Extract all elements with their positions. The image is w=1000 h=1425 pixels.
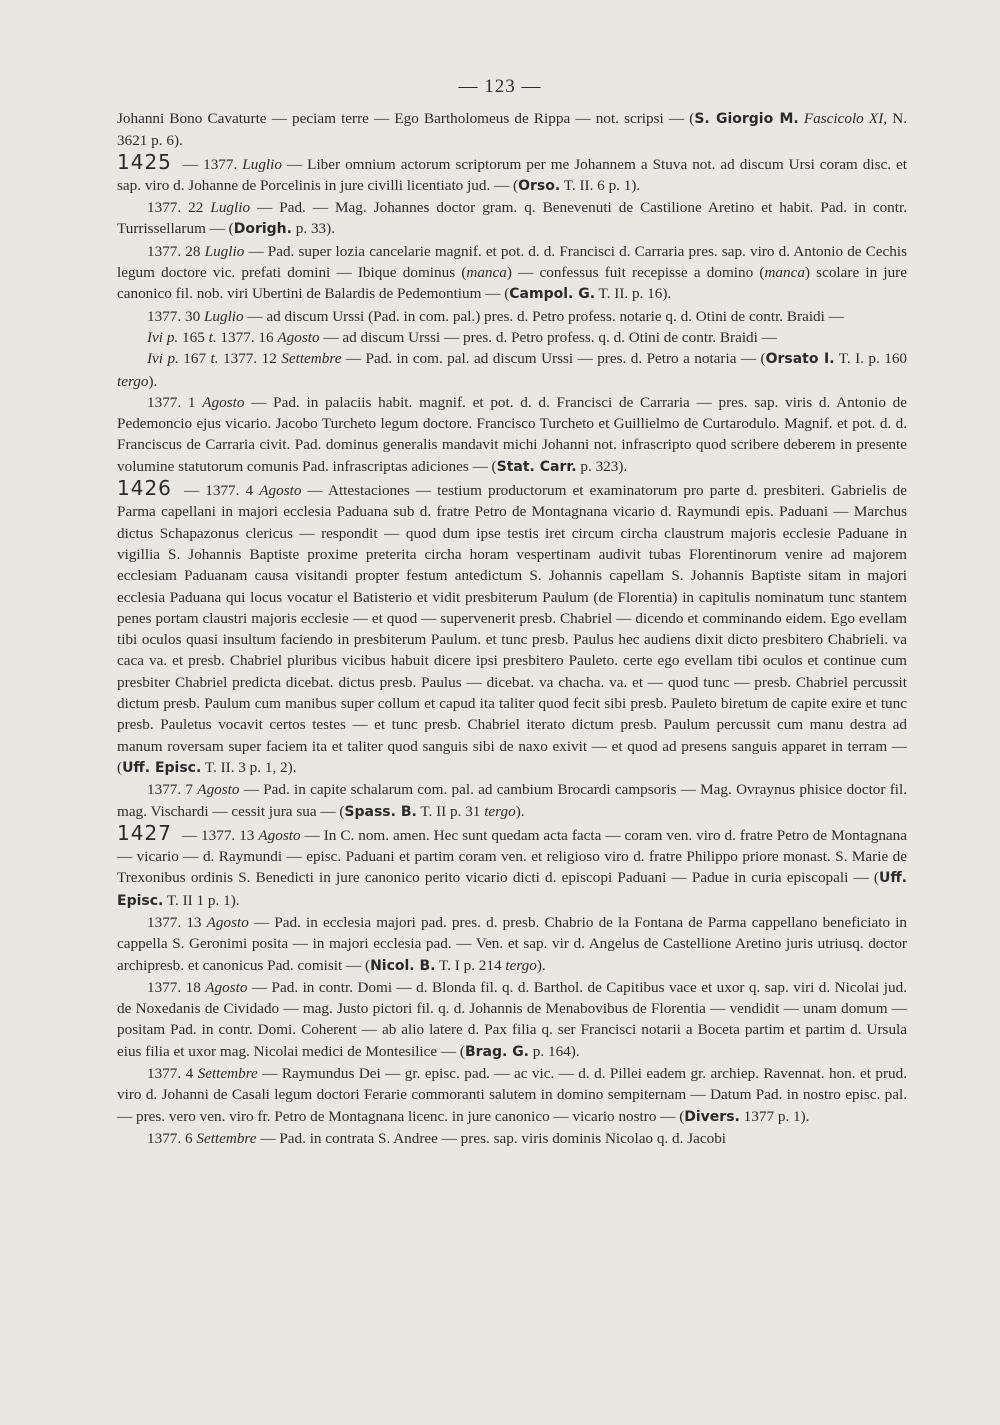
text-run: 1377. 13 (147, 913, 207, 931)
text-run: p. 164). (529, 1042, 580, 1060)
paragraph (117, 977, 907, 1063)
text-run: — Pad. in contr. Domi — d. Blonda fil. q. d. Barthol. de Capitibus vace et uxor q. sap. viri d. Nicolai jud. de Noxedanis de Cividado — mag. Justo pictori fil. q. d. Johannis de Menabovibus de Florentia — vendidit — unam domum — positam Pad. in contr. Domi. Coherent — ab alio latere d. Pax filia q. ser Francisci notarii a Boceta partim et partim d. Ursula eius filia et uxor mag. Nicolai medici de Montesilice — ( (117, 978, 907, 1060)
italic-text: Settembre (281, 350, 342, 368)
text-run: 1377. 18 (147, 978, 206, 996)
text-run: ). (536, 956, 546, 974)
paragraph (117, 912, 907, 977)
source-reference: Divers. (684, 1108, 740, 1125)
italic-text: Settembre (196, 1129, 257, 1147)
document-number: 1427 (117, 820, 172, 845)
source-reference: Stat. Carr. (496, 458, 577, 475)
text-run: — Raymundus Dei — gr. episc. pad. — ac vic. — d. d. Pillei eadem gr. archiep. Ravennat. hon. et prud. viro d. Johanni de Casali legum doctori Ferarie commoranti salutem in domino sempiternam — Datum Pad. in nostro episc. pal. — pres. vero ven. viro fr. Petro de Montagnana licenc. in jure canonico — vicario nostro — ( (117, 1065, 908, 1125)
text-run: — Pad. — Mag. Johannes doctor gram. q. Benevenuti de Castilione Aretino et habit. Pad. in contr. Turrissellarum — ( (117, 199, 907, 238)
paragraph (117, 1063, 907, 1128)
italic-text: tergo (484, 802, 516, 820)
document-entry (117, 820, 908, 912)
text-run: ) — confessus fuit recepisse a domino ( (506, 264, 765, 282)
italic-text: Ivi p. (147, 328, 179, 346)
text-run: T. II. p. 16). (595, 285, 672, 303)
paragraph (117, 306, 907, 327)
text-run: 1377. 4 (147, 1065, 198, 1083)
italic-text: Settembre (197, 1065, 258, 1083)
text-run: — ad discum Urssi (Pad. in com. pal.) pres. d. Petro profess. notarie q. d. Otini de contr. Braidi — (243, 307, 844, 325)
source-reference: Orso. (518, 177, 561, 194)
text-run: p. 33). (291, 220, 335, 238)
text-run: 1377. 6 (147, 1129, 197, 1147)
text-run: — Attestaciones — testium productorum et examinatorum pro parte d. presbiteri. Gabrielis de Parma capellani in majori ecclesia Paduana sub d. fratre Petro de Montagnana vicario d. Raymundi epis. Paduani — Marchus dictus Schapazonus clericus — respondit — quod dum ipse testis iret circum circha claustrum majoris ecclesie Paduane in vigillia S. Johannis Baptiste proxime preterita circha horam vespertinam audivit tubas Florentinorum venire ad majorem ecclesiam Paduanam causa visitandi propter festum antedictum S. Johannis capellam S. Johannis Baptiste sitam in majori ecclesia Paduana qui locus vocatur el Batisterio et vidit presbiterum Paulum (de Florentia) in capitulis nominatum tunc stantem penes portam claustri majoris ecclesie — et quod — supervenerit presb. Chabriel — dicendo et comminando eidem. Ego evellam tibi oculos quasi insultum faciendo in presbiterum Paulum. et tunc presb. Paulus hec audiens dixit dicto presbitero Chabrieli. va caca va. et presb. Chabriel pluribus vicibus habuit dicere ipsi presbitero Pauleto. certe ego evellam tibi oculos et continue cum presbiter Chabriel predicta dicebat. dictus presb. Paulus — dicebat. va chacha. va. et — quod tunc — presb. Chabriel percussit dictum presb. Paulum cum manibus super collum et capud ita taliter quod fecit sibi presb. Pauleto biretum de capite exire et tunc presb. Pauletus vocavit certos testes — et tunc presb. Chabriel iterato dictum presb. Paulum percussit cum manu destra ad manum roversam super faciem ita et taliter quod sanguis sibi de naxo exivit — et quod ad presens sanguis apparet in terram — ( (117, 482, 907, 776)
text-run: 1377. 7 (147, 781, 198, 799)
source-reference: Nicol. B. (370, 957, 436, 974)
paragraph (117, 241, 907, 306)
italic-text: t. (208, 328, 217, 346)
italic-text: t. (210, 350, 219, 368)
source-reference: Orsato I. (765, 351, 835, 368)
text-run: 1377 p. 1). (739, 1107, 810, 1125)
text-run: T. II. 3 p. 1, 2). (201, 758, 297, 776)
paragraph (117, 348, 907, 392)
italic-text: Agosto (205, 978, 248, 996)
italic-text: Luglio (203, 307, 244, 325)
text-run: T. II p. 31 (416, 802, 485, 820)
text-run: — 1377. (177, 155, 243, 173)
text-run: T. II. 6 p. 1). (560, 176, 641, 194)
text-run: — Pad. in ecclesia majori pad. pres. d. presb. Chabrio de la Fontana de Parma cappellano beneficiato in cappella S. Geronimi posita — in majori ecclesia pad. — Ven. et sap. vir d. Angelus de Castellione Aretino juris utriusq. doctor archipresb. et canonicus Pad. comisit — ( (117, 913, 908, 974)
text-run: T. I p. 214 (435, 956, 506, 974)
source-reference: Uff. Episc. (122, 759, 202, 776)
italic-text: Luglio (204, 242, 245, 260)
text-run: ). (515, 802, 525, 820)
source-reference: S. Giorgio M. (694, 111, 799, 127)
text-run: — 1377. 4 (177, 482, 260, 500)
text-run: — Pad. in palaciis habit. magnif. et pot. d. d. Francisci de Carraria — pres. sap. viris d. Antonio de Pedemoncio ejus vicario. Jacobo Turcheto legum doctore. Francisco Turcheto et Guillielmo de Curtarodulo. Magnif. et pot. d. d. Franciscus de Carraria civit. Pad. dominus generalis mandavit michi Johanni not. infrascripto quod scribere deberem in presente volumine statutorum comunis Pad. infrascriptas adiciones — ( (117, 393, 908, 475)
text-run: — Pad. super lozia cancelarie magnif. et pot. d. d. Francisci d. Carraria pres. sap. viro d. Antonio de Cechis legum doctore vic. prefati domini — Ibique dominus ( (117, 242, 908, 282)
document-number: 1425 (117, 149, 172, 174)
italic-text: Agosto (259, 482, 302, 500)
text-run: — ad discum Urssi — pres. d. Petro profess. q. d. Otini de contr. Braidi — (319, 328, 777, 346)
text-run: — Pad. in contrata S. Andree — pres. sap. viris dominis Nicolao q. d. Jacobi (256, 1129, 727, 1147)
text-run: N. 3621 p. 6). (117, 110, 908, 150)
source-reference: Brag. G. (464, 1043, 529, 1060)
italic-text: Ivi p. (147, 350, 179, 368)
text-run: 1377. 28 (147, 242, 205, 260)
paragraph (117, 108, 907, 152)
text-run: — Liber omnium actorum scriptorum per me Johannem a Stuva not. ad discum Ursi coram disc. et sap. viro d. Johanne de Porcelinis in jure civilli licentiato jud. — ( (117, 155, 907, 194)
italic-text: Agosto (197, 781, 240, 799)
italic-text: manca (466, 264, 507, 282)
text-run: — 1377. 13 (177, 826, 259, 844)
paragraph (117, 1128, 907, 1149)
text-body (117, 108, 907, 1149)
italic-text: Luglio (210, 199, 251, 217)
text-run: 1377. 1 (147, 393, 203, 411)
text-run: — In C. nom. amen. Hec sunt quedam acta facta — coram ven. viro d. fratre Petro de Montagnana — vicario — d. Raymundi — episc. Paduani et partim coram ven. et religioso viro d. fratre Philippo priore monast. S. Marie de Trexonibus ordinis S. Benedicti in jure canonico perito vicario dicti d. episcopi Paduani — Padue in curia episcopali — ( (117, 826, 908, 887)
text-run: — Pad. in com. pal. ad discum Urssi — pres. d. Petro a notaria — ( (341, 350, 766, 368)
paragraph (117, 779, 907, 823)
text-run: 1377. 30 (147, 307, 204, 325)
text-run: T. I. p. 160 (834, 350, 908, 368)
text-run: — Pad. in capite schalarum com. pal. ad cambium Brocardi campsoris — Mag. Ovraynus phisice doctor fil. mag. Vischardi — cessit jura sua — ( (117, 781, 908, 820)
source-reference: Dorigh. (233, 221, 292, 238)
document-entry (117, 478, 907, 779)
italic-text: Agosto (202, 393, 245, 411)
paragraph (117, 197, 907, 241)
document-number: 1426 (117, 476, 172, 501)
text-run: p. 323). (576, 457, 628, 475)
text-run: 167 (178, 350, 211, 368)
paragraph (117, 327, 907, 348)
italic-text: tergo (117, 372, 149, 390)
source-reference: Uff. Episc. (117, 870, 907, 909)
text-run: Johanni Bono Cavaturte — peciam terre — Ego Bartholomeus de Rippa — not. scripsi — ( (117, 110, 695, 127)
text-run: ). (148, 372, 158, 390)
source-reference: Spass. B. (344, 803, 417, 820)
text-run: T. II 1 p. 1). (163, 891, 240, 909)
italic-text: tergo (505, 956, 537, 974)
italic-text: Fascicolo XI, (803, 110, 888, 127)
italic-text: Agosto (206, 913, 249, 931)
text-run: 165 (178, 328, 209, 346)
text-run: ) scolare in jure canonico fil. nob. viri Ubertini de Balardis de Pedemontium — ( (117, 264, 907, 303)
source-reference: Campol. G. (509, 286, 596, 303)
page-number: — 123 — (458, 76, 542, 97)
text-run: 1377. 12 (218, 350, 282, 368)
italic-text: Luglio (242, 155, 282, 173)
document-entry (117, 149, 907, 198)
italic-text: Agosto (258, 826, 301, 844)
italic-text: manca (764, 264, 805, 282)
text-run: 1377. 16 (216, 328, 278, 346)
text-run: 1377. 22 (147, 199, 211, 217)
paragraph (117, 392, 907, 478)
italic-text: Agosto (277, 328, 320, 346)
